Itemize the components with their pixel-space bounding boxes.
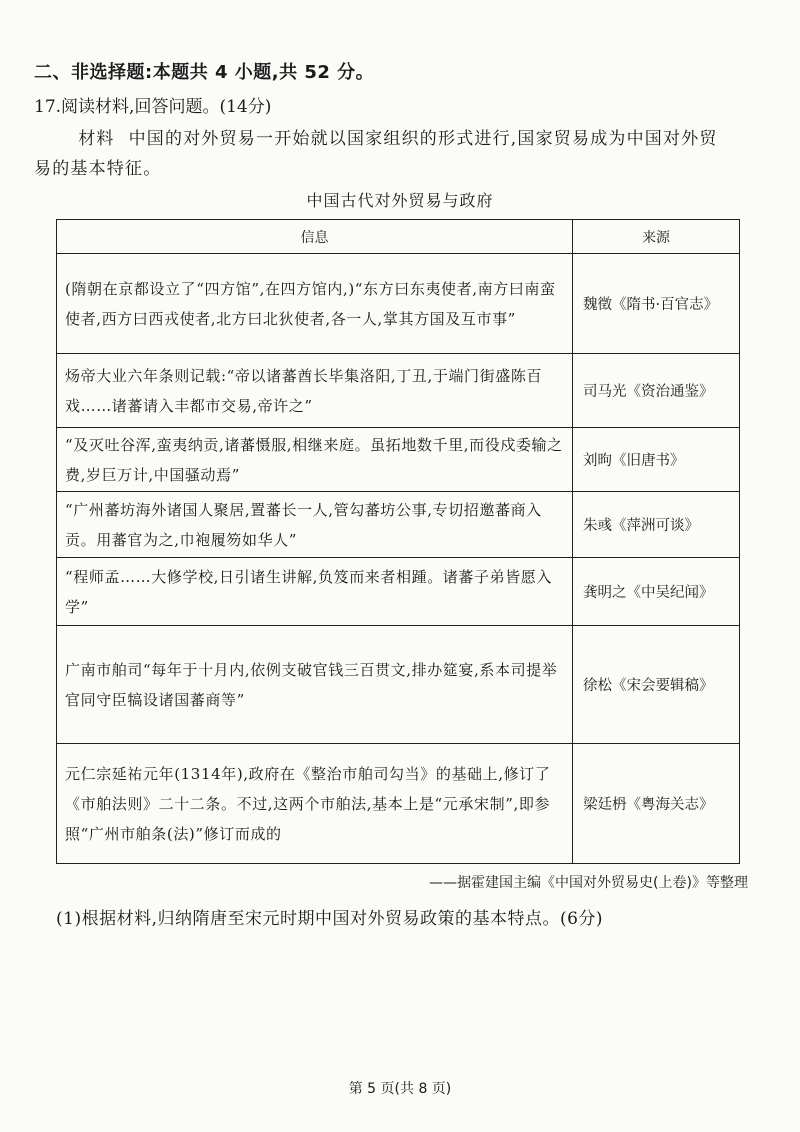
table-row [57, 428, 740, 492]
row-info: “及灭吐谷浑,蛮夷纳贡,诸蕃慑服,相继来庭。虽拓地数千里,而役戍委输之费,岁巨万计,中国骚动焉” [57, 428, 573, 492]
page-number: 第 5 页(共 8 页) [348, 1081, 452, 1097]
row-source: 梁廷枬《粤海关志》 [573, 744, 740, 864]
header-info: 信息 [57, 220, 573, 254]
source-credit: ——据霍建国主编《中国对外贸易史(上卷)》等整理 [429, 875, 748, 891]
row-info: “程师孟……大修学校,日引诸生讲解,负笈而来者相踵。诸蕃子弟皆愿入学” [57, 558, 573, 626]
row-source: 徐松《宋会要辑稿》 [573, 626, 740, 744]
row-source: 朱彧《萍洲可谈》 [573, 492, 740, 558]
row-source: 刘昫《旧唐书》 [573, 428, 740, 492]
section-title: 二、非选择题:本题共 4 小题,共 52 分。 [34, 62, 375, 83]
table-row [57, 744, 740, 864]
row-source: 魏徵《隋书·百官志》 [573, 254, 740, 354]
row-info: 炀帝大业六年条则记载:“帝以诸蕃酋长毕集洛阳,丁丑,于端门街盛陈百戏……诸蕃请入丰都市交易,帝许之” [57, 354, 573, 428]
table-row [57, 558, 740, 626]
row-info: 广南市舶司“每年于十月内,依例支破官钱三百贯文,排办筵宴,系本司提举官同守臣犒设诸国蕃商等” [57, 626, 573, 744]
row-source: 龚明之《中吴纪闻》 [573, 558, 740, 626]
table-row [57, 626, 740, 744]
row-info: 元仁宗延祐元年(1314年),政府在《整治市舶司勾当》的基础上,修订了《市舶法则》二十二条。不过,这两个市舶法,基本上是“元承宋制”,即参照“广州市舶条(法)”修订而成的 [57, 744, 573, 864]
trade-table [56, 219, 740, 864]
table-row [57, 492, 740, 558]
table-title: 中国古代对外贸易与政府 [306, 191, 494, 210]
sub-question-1: (1)根据材料,归纳隋唐至宋元时期中国对外贸易政策的基本特点。(6分) [56, 909, 604, 929]
material-label: 材料 [78, 129, 115, 149]
question-title: 17.阅读材料,回答问题。(14分) [34, 97, 272, 117]
table-row [57, 254, 740, 354]
table-row [57, 354, 740, 428]
row-info: “广州蕃坊海外诸国人聚居,置蕃长一人,管勾蕃坊公事,专切招邀蕃商入贡。用蕃官为之,巾袍履笏如华人” [57, 492, 573, 558]
table-header-row [57, 220, 740, 254]
row-info: (隋朝在京都设立了“四方馆”,在四方馆内,)“东方曰东夷使者,南方曰南蛮使者,西方曰西戎使者,北方曰北狄使者,各一人,掌其方国及互市事” [57, 254, 573, 354]
row-source: 司马光《资治通鉴》 [573, 354, 740, 428]
material-paragraph [34, 124, 734, 184]
header-source: 来源 [573, 220, 740, 254]
material-text: 中国的对外贸易一开始就以国家组织的形式进行,国家贸易成为中国对外贸易的基本特征。 [34, 129, 718, 179]
